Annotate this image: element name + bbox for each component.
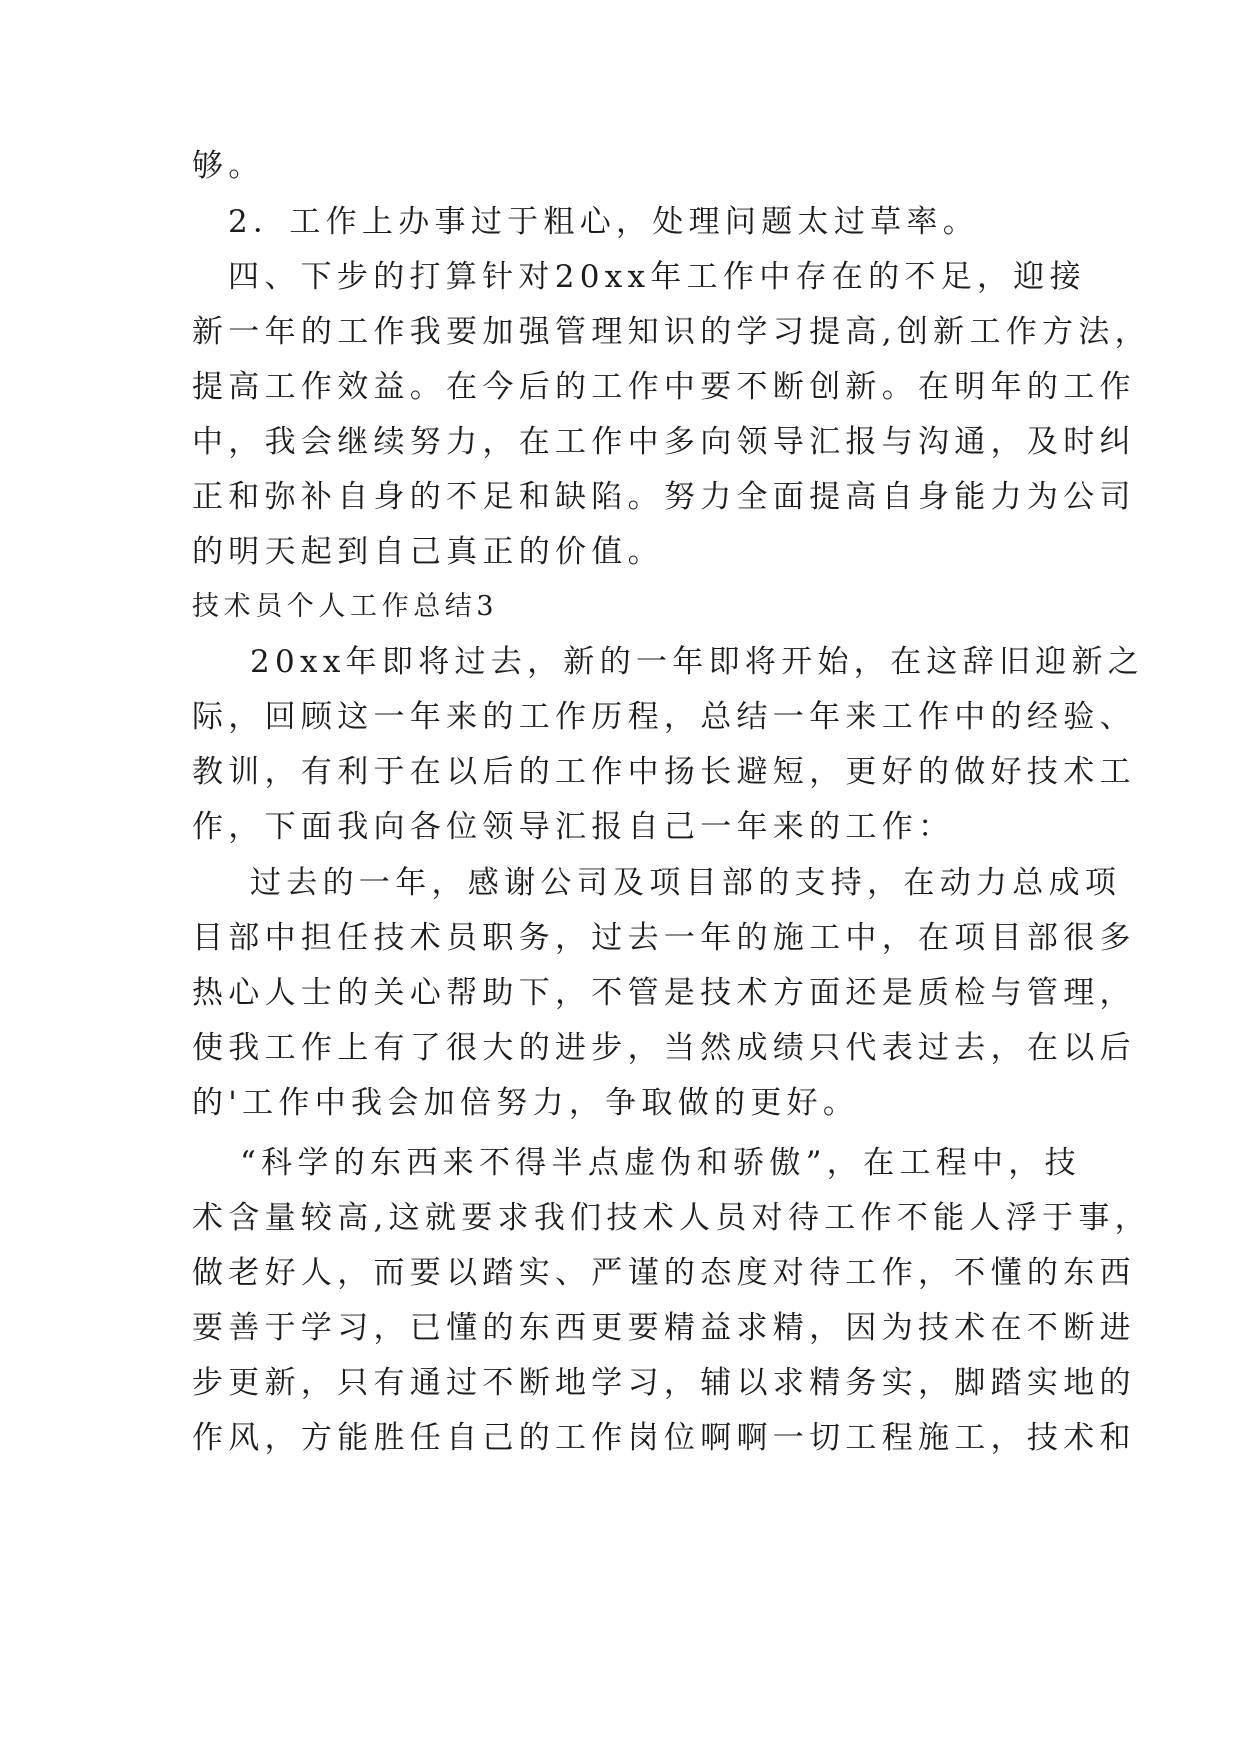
text-line: 的明天起到自己真正的价值。 bbox=[192, 534, 664, 570]
text-line: 四、下步的打算针对20xx年工作中存在的不足，迎接 bbox=[228, 259, 1086, 295]
text-line: 做老好人，而要以踏实、严谨的态度对待工作，不懂的东西 bbox=[192, 1255, 1136, 1291]
text-line: “科学的东西来不得半点虚伪和骄傲”，在工程中，技 bbox=[240, 1145, 1081, 1181]
text-line: 际，回顾这一年来的工作历程，总结一年来工作中的经验、 bbox=[192, 699, 1136, 735]
text-line: 新一年的工作我要加强管理知识的学习提高,创新工作方法， bbox=[192, 314, 1151, 350]
text-line: 教训，有利于在以后的工作中扬长避短，更好的做好技术工 bbox=[192, 754, 1136, 790]
text-line: 术含量较高,这就要求我们技术人员对待工作不能人浮于事， bbox=[192, 1200, 1151, 1236]
text-line: 作，下面我向各位领导汇报自己一年来的工作： bbox=[192, 809, 955, 845]
text-line: 要善于学习，已懂的东西更要精益求精，因为技术在不断进 bbox=[192, 1310, 1136, 1346]
text-line: 目部中担任技术员职务，过去一年的施工中，在项目部很多 bbox=[192, 920, 1136, 956]
text-line: 够。 bbox=[192, 148, 265, 184]
text-line: 中，我会继续努力，在工作中多向领导汇报与沟通，及时纠 bbox=[192, 424, 1136, 460]
text-line: 的'工作中我会加倍努力，争取做的更好。 bbox=[192, 1085, 860, 1121]
text-line: 作风，方能胜任自己的工作岗位啊啊一切工程施工，技术和 bbox=[192, 1420, 1136, 1456]
section-heading: 技术员个人工作总结3 bbox=[192, 591, 499, 622]
text-line: 2．工作上办事过于粗心，处理问题太过草率。 bbox=[228, 204, 980, 240]
text-line: 提高工作效益。在今后的工作中要不断创新。在明年的工作 bbox=[192, 369, 1136, 405]
text-line: 正和弥补自身的不足和缺陷。努力全面提高自身能力为公司 bbox=[192, 479, 1136, 515]
text-line: 热心人士的关心帮助下，不管是技术方面还是质检与管理， bbox=[192, 975, 1136, 1011]
text-line: 步更新，只有通过不断地学习，辅以求精务实，脚踏实地的 bbox=[192, 1365, 1136, 1401]
text-line: 使我工作上有了很大的进步，当然成绩只代表过去，在以后 bbox=[192, 1030, 1136, 1066]
text-line: 20xx年即将过去，新的一年即将开始，在这辞旧迎新之 bbox=[250, 644, 1145, 680]
text-line: 过去的一年，感谢公司及项目部的支持，在动力总成项 bbox=[250, 865, 1122, 901]
